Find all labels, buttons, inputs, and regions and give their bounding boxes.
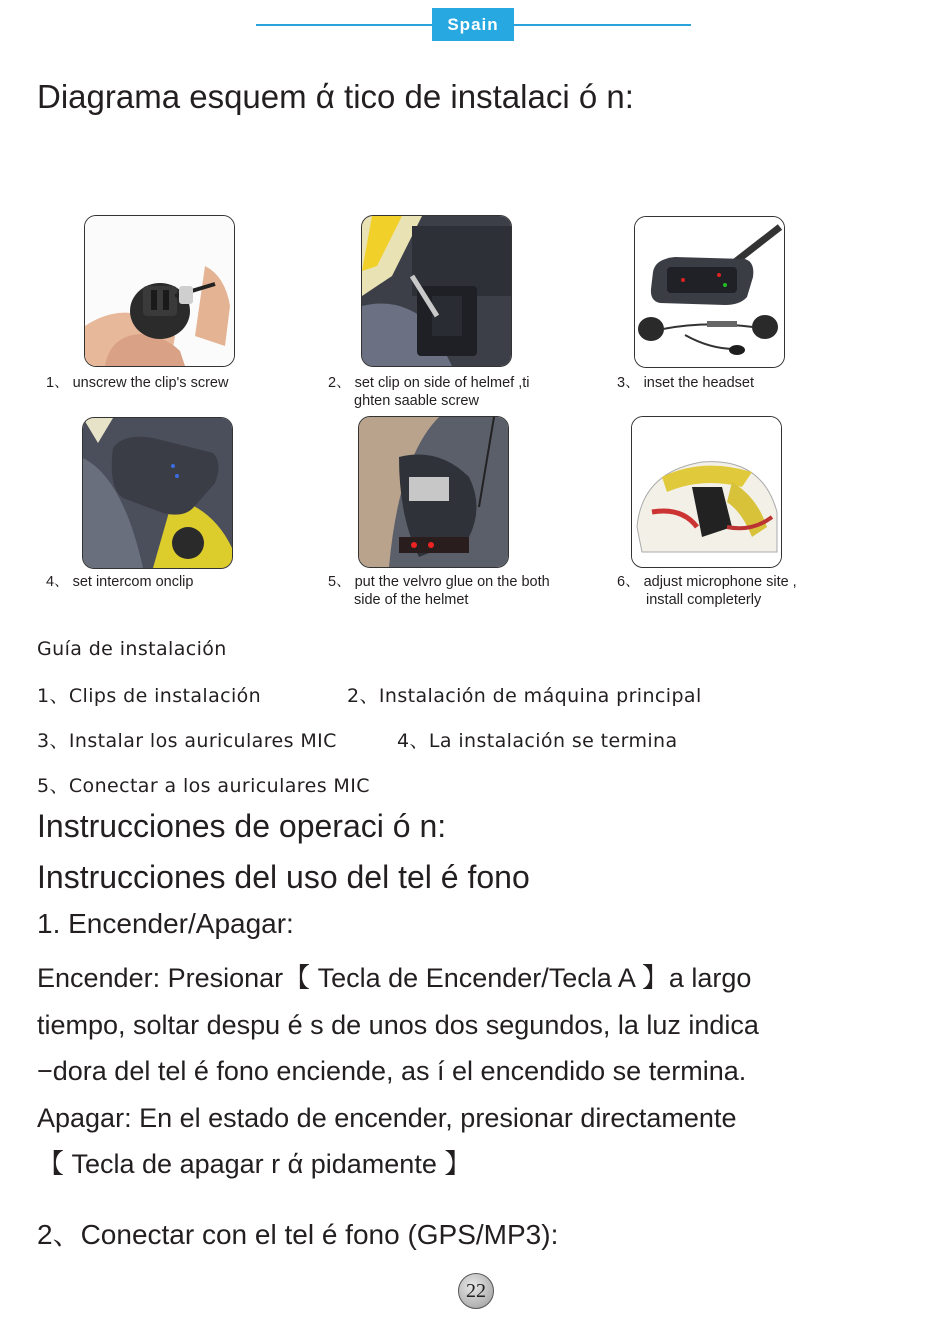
language-tab: Spain <box>432 8 514 41</box>
step-1-caption: 1、 unscrew the clip's screw <box>46 375 229 391</box>
para-line: tiempo, soltar despu é s de unos dos segundos, la luz indica <box>37 1009 759 1040</box>
guide-title: Guía de instalación <box>37 638 227 660</box>
para-line: Apagar: En el estado de encender, presionar directamente <box>37 1102 737 1133</box>
step-3-photo <box>634 216 785 368</box>
step-5-photo <box>358 416 509 568</box>
step-1-photo <box>84 215 235 367</box>
connect-heading: 2、Conectar con el tel é fono (GPS/MP3): <box>37 1219 559 1250</box>
header-rule-right <box>512 24 691 26</box>
power-instructions <box>37 955 759 1188</box>
step-4-caption: 4、 set intercom onclip <box>46 574 194 590</box>
power-heading: 1. Encender/Apagar: <box>37 908 294 939</box>
header-rule-left <box>256 24 434 26</box>
page-title: Diagrama esquem ά tico de instalaci ó n: <box>37 78 634 115</box>
phone-heading: Instrucciones del uso del tel é fono <box>37 859 530 895</box>
guide-item: 5、Conectar a los auriculares MIC <box>37 775 370 797</box>
para-line: −dora del tel é fono enciende, as í el encendido se termina. <box>37 1056 747 1087</box>
step-2-caption: 2、 set clip on side of helmef ,ti ghten saable screw <box>328 375 530 409</box>
guide-item: 3、Instalar los auriculares MIC <box>37 730 337 752</box>
step-6-photo <box>631 416 782 568</box>
page-number: 22 <box>458 1273 494 1309</box>
step-3-caption: 3、 inset the headset <box>617 375 755 391</box>
operation-heading: Instrucciones de operaci ó n: <box>37 808 447 844</box>
para-line: 【 Tecla de apagar r ά pidamente 】 <box>37 1149 472 1180</box>
para-line: Encender: Presionar【 Tecla de Encender/Tecla A 】a largo <box>37 963 752 993</box>
step-2-photo <box>361 215 512 367</box>
guide-item: 4、La instalación se termina <box>397 730 678 752</box>
guide-item: 2、Instalación de máquina principal <box>347 685 702 707</box>
step-5-caption: 5、 put the velvro glue on the both side of the helmet <box>328 574 550 608</box>
step-4-photo <box>82 417 233 569</box>
guide-item: 1、Clips de instalación <box>37 685 262 707</box>
step-6-caption: 6、 adjust microphone site , install completerly <box>617 574 797 608</box>
